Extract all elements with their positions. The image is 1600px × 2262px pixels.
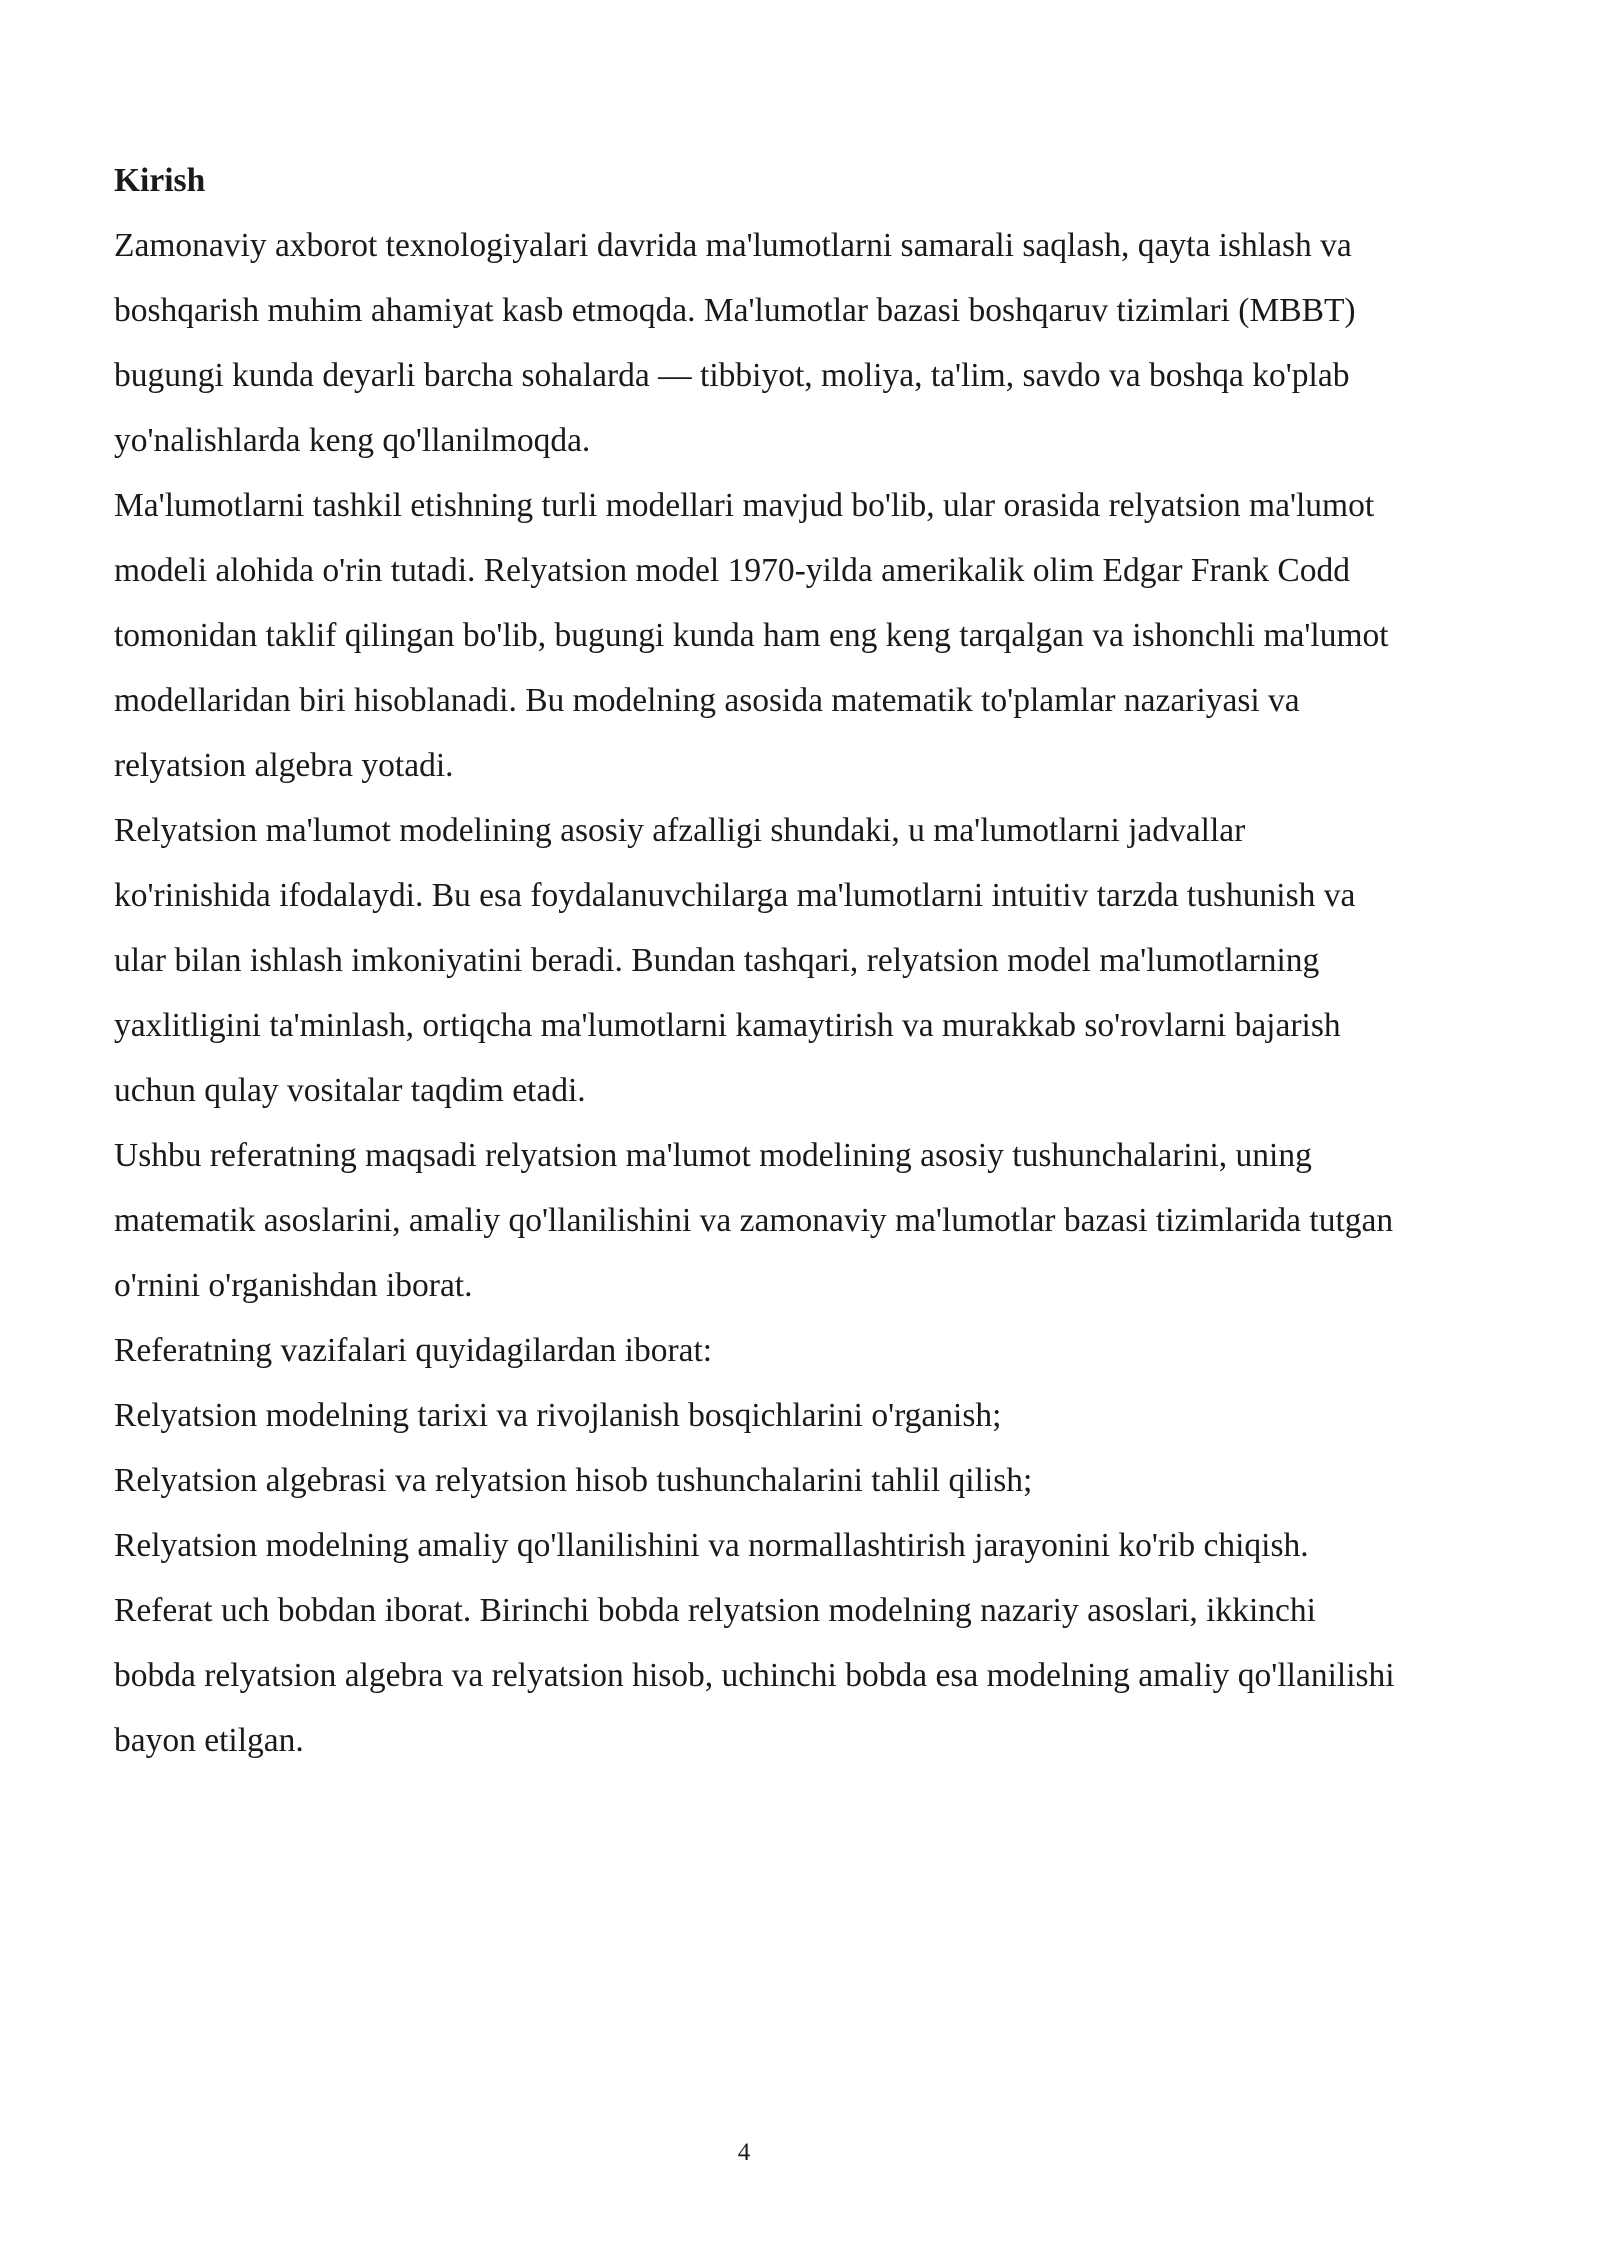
paragraph-relational-model: Ma'lumotlarni tashkil etishning turli modellari mavjud bo'lib, ular orasida relyatsion ma'lumot modeli alohida o'rin tutadi. Relyatsion model 1970-yilda amerikalik olim Edgar Frank Codd tomonidan taklif qilingan bo'lib, bugungi kunda ham eng keng tarqalgan va ishonchli ma'lumot modellaridan biri hisoblanadi. Bu modelning asosida matematik to'plamlar nazariyasi va relyatsion algebra yotadi.	[114, 487, 1389, 784]
paragraph-goal: Ushbu referatning maqsadi relyatsion ma'lumot modelining asosiy tushunchalarini, uning matematik asoslarini, amaliy qo'llanilishini va zamonaviy ma'lumotlar bazasi tizimlarida tutgan o'rnini o'rganishdan iborat.	[114, 1137, 1394, 1304]
document-body	[114, 148, 1404, 1773]
task-item-3: Relyatsion modelning amaliy qo'llanilishini va normallashtirish jarayonini ko'rib chiqish.	[114, 1527, 1309, 1564]
task-item-1: Relyatsion modelning tarixi va rivojlanish bosqichlarini o'rganish;	[114, 1397, 1002, 1434]
paragraph-advantages: Relyatsion ma'lumot modelining asosiy afzalligi shundaki, u ma'lumotlarni jadvallar ko'rinishida ifodalaydi. Bu esa foydalanuvchilarga ma'lumotlarni intuitiv tarzda tushunish va ular bilan ishlash imkoniyatini beradi. Bundan tashqari, relyatsion model ma'lumotlarning yaxlitligini ta'minlash, ortiqcha ma'lumotlarni kamaytirish va murakkab so'rovlarni bajarish uchun qulay vositalar taqdim etadi.	[114, 812, 1356, 1109]
section-heading: Kirish	[114, 162, 206, 199]
page-number: 4	[737, 2139, 751, 2166]
paragraph-tasks-intro: Referatning vazifalari quyidagilardan iborat:	[114, 1332, 713, 1369]
paragraph-structure: Referat uch bobdan iborat. Birinchi bobda relyatsion modelning nazariy asoslari, ikkinchi bobda relyatsion algebra va relyatsion hisob, uchinchi bobda esa modelning amaliy qo'llanilishi bayon etilgan.	[114, 1592, 1395, 1759]
paragraph-intro: Zamonaviy axborot texnologiyalari davrida ma'lumotlarni samarali saqlash, qayta ishlash va boshqarish muhim ahamiyat kasb etmoqda. Ma'lumotlar bazasi boshqaruv tizimlari (MBBT) bugungi kunda deyarli barcha sohalarda — tibbiyot, moliya, ta'lim, savdo va boshqa ko'plab yo'nalishlarda keng qo'llanilmoqda.	[114, 227, 1356, 459]
task-item-2: Relyatsion algebrasi va relyatsion hisob tushunchalarini tahlil qilish;	[114, 1462, 1033, 1499]
